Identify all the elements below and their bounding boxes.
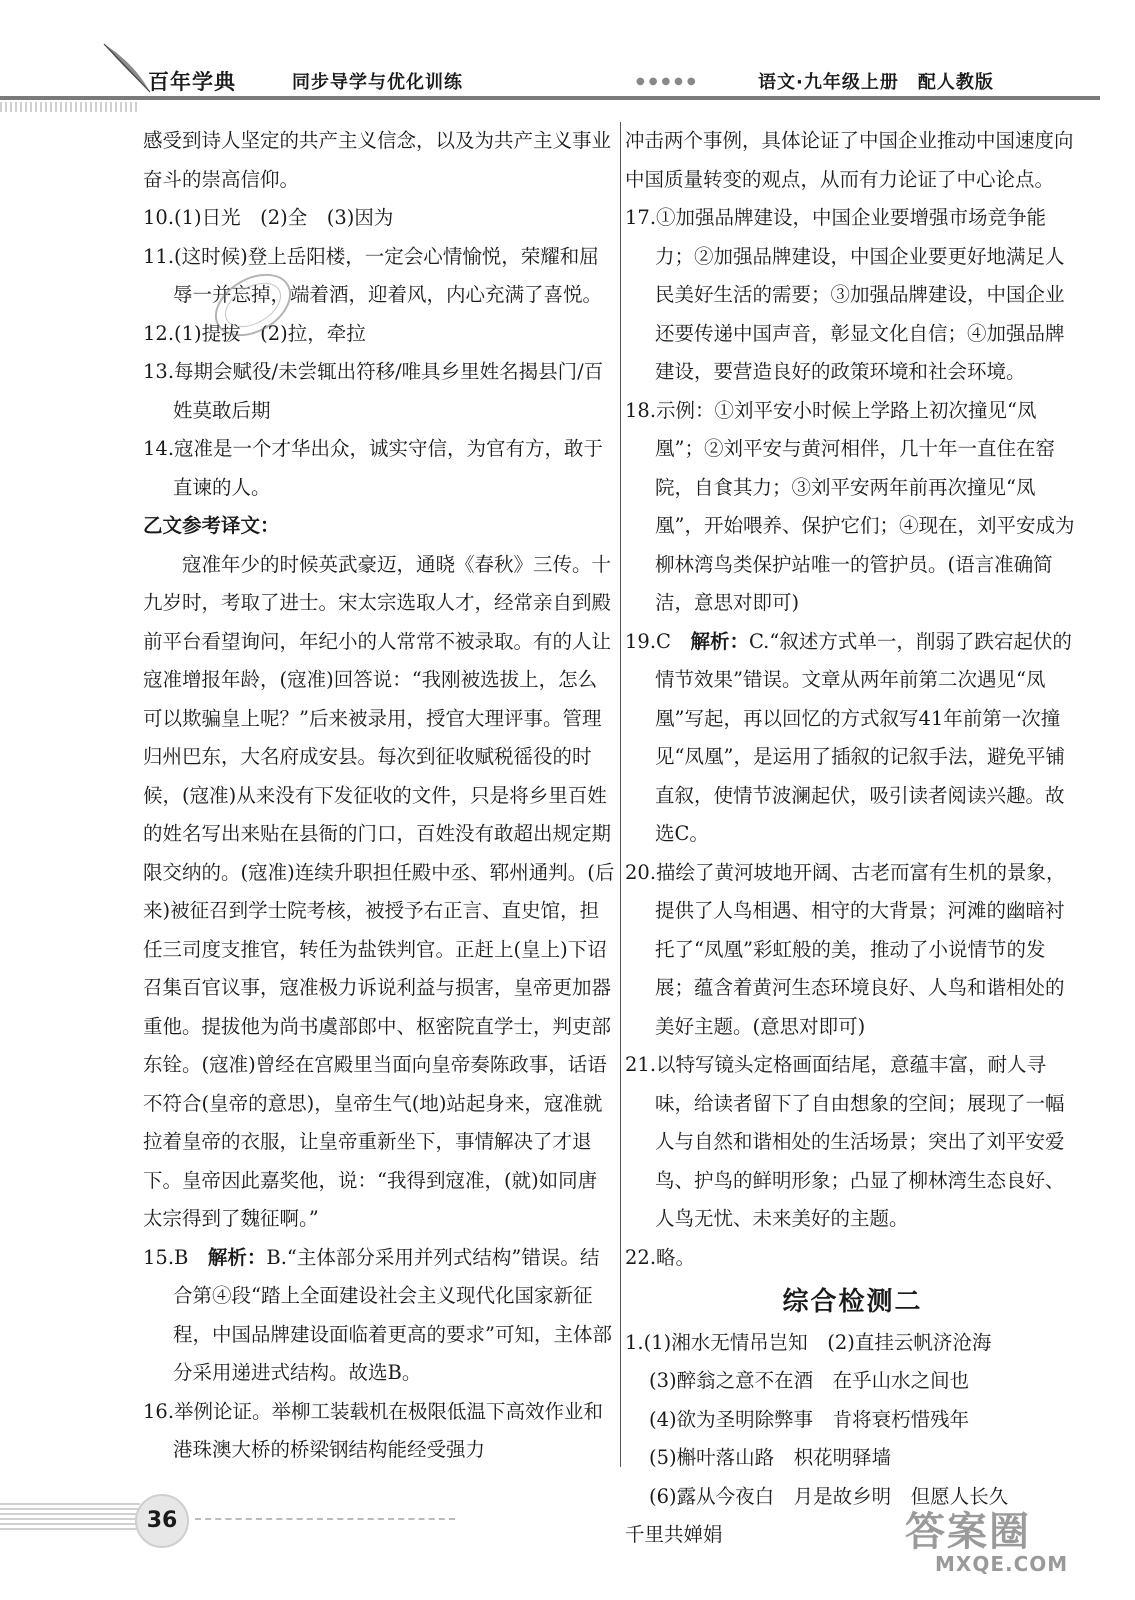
answer-item: 1.(1)湘水无情吊岂知 (2)直挂云帆济沧海 <box>625 1330 992 1354</box>
section-subhead: 乙文参考译文： <box>143 514 280 537</box>
footer-rule <box>195 1518 455 1520</box>
item-label: 19.C <box>625 629 691 653</box>
page-number: 36 <box>135 1494 189 1548</box>
analysis-text: C.“叙述方式单一，削弱了跌宕起伏的情节效果”错误。文章从两年前第二次遇见“凤凰”写起，再以回忆的方式叙写41年前第一次撞见“凤凰”，是运用了插叙的记叙手法，避免平铺直叙，使情节波澜起伏，吸引读者阅读兴趣。故选C。 <box>655 629 1072 845</box>
answer-item: 22.略。 <box>625 1245 696 1269</box>
footer-hatch <box>0 1500 140 1530</box>
analysis-keyword: 解析： <box>207 1245 267 1269</box>
header-rule <box>0 96 1100 100</box>
section-title: 综合检测二 <box>782 1287 923 1317</box>
right-column <box>625 122 1080 1555</box>
answer-item: 18.示例：①刘平安小时候上学路上初次撞见“凤凰”；②刘平安与黄河相伴，几十年一直住在窑院，自食其力；③刘平安两年前再次撞见“凤凰”，开始喂养、保护它们；④现在，刘平安成为柳林湾鸟类保护站唯一的管护员。(语言准确简洁，意思对即可) <box>625 398 1075 614</box>
header-dots: ●●●●● <box>636 76 700 87</box>
answer-item: 13.每期会赋役/未尝辄出符移/唯具乡里姓名揭县门/百姓莫敢后期 <box>143 360 604 422</box>
answer-item: 14.寇准是一个才华出众，诚实守信，为官有方，敢于直谏的人。 <box>143 437 604 499</box>
subject-label: 语文·九年级上册 配人教版 <box>758 72 994 93</box>
translation-paragraph: 寇准年少的时候英武豪迈，通晓《春秋》三传。十九岁时，考取了进士。宋太宗选取人才，经常亲自到殿前平台看望询问，年纪小的人常常不被录取。有的人让寇准增报年龄，(寇准)回答说：“我刚被选拔上，怎么可以欺骗皇上呢？”后来被录用，授官大理评事。管理归州巴东，大名府成安县。每次到征收赋税徭役的时候，(寇准)从来没有下发征收的文件，只是将乡里百姓的姓名写出来贴在县衙的门口，百姓没有敢超出规定期限交纳的。(寇准)连续升职担任殿中丞、郓州通判。(后来)被征召到学士院考核，被授予右正言、直史馆，担任三司度支推官，转任为盐铁判官。正赶上(皇上)下诏召集百官议事，寇准极力诉说利益与损害，皇帝更加器重他。提拔他为尚书虞部郎中、枢密院直学士，判吏部东铨。(寇准)曾经在宫殿里当面向皇帝奏陈政事，话语不符合(皇帝的意思)，皇帝生气(地)站起身来，寇准就拉着皇帝的衣服，让皇帝重新坐下，事情解决了才退下。皇帝因此嘉奖他，说：“我得到寇准，(就)如同唐太宗得到了魏征啊。” <box>143 552 615 1230</box>
answer-item: 11.(这时候)登上岳阳楼，一定会心情愉悦，荣耀和屈辱一并忘掉，端着酒，迎着风，内心充满了喜悦。 <box>143 244 603 306</box>
book-brand: 百年学典 <box>148 70 236 94</box>
answer-item: 17.①加强品牌建设，中国企业要增强市场竞争能力；②加强品牌建设，中国企业要更好地满足人民美好生活的需要；③加强品牌建设，中国企业还要传递中国声音，彰显文化自信；④加强品牌建设，要营造良好的政策环境和社会环境。 <box>625 206 1065 383</box>
book-series: 同步导学与优化训练 <box>292 72 463 93</box>
continued-text: 冲击两个事例，具体论证了中国企业推动中国速度向中国质量转变的观点，从而有力论证了中心论点。 <box>625 129 1074 191</box>
answer-item <box>625 623 1080 854</box>
header-hatch <box>0 102 140 112</box>
item-label: 15.B <box>143 1245 208 1269</box>
answer-item: 20.描绘了黄河坡地开阔、古老而富有生机的景象，提供了人鸟相遇、相守的大背景；河滩的幽暗衬托了“凤凰”彩虹般的美，推动了小说情节的发展；蕴含着黄河生态环境良好、人鸟和谐相处的美好主题。(意思对即可) <box>625 860 1066 1038</box>
poem-line: (5)槲叶落山路 枳花明驿墙 <box>649 1446 892 1469</box>
column-divider <box>620 122 621 1467</box>
analysis-keyword: 解析： <box>690 629 749 653</box>
site-watermark <box>905 1490 1095 1580</box>
watermark-url: MXQE.COM <box>935 1552 1069 1576</box>
answer-item: 12.(1)提拔 (2)拉，牵拉 <box>143 321 366 345</box>
poem-line: (3)醉翁之意不在酒 在乎山水之间也 <box>649 1369 970 1392</box>
continued-text: 感受到诗人坚定的共产主义信念，以及为共产主义事业奋斗的崇高信仰。 <box>143 129 612 191</box>
watermark-text: 答案圈 <box>905 1509 1031 1555</box>
poem-line: (6)露从今夜白 月是故乡明 但愿人长久 <box>649 1484 1009 1508</box>
answer-item: 21.以特写镜头定格画面结尾，意蕴丰富，耐人寻味，给读者留下了自由想象的空间；展现了一幅人与自然和谐相处的生活场景；突出了刘平安爱鸟、护鸟的鲜明形象；凸显了柳林湾生态良好、人鸟无忧、未来美好的主题。 <box>625 1053 1065 1230</box>
poem-line: (4)欲为圣明除弊事 肯将衰朽惜残年 <box>649 1407 970 1431</box>
answer-item: 10.(1)日光 (2)全 (3)因为 <box>143 206 394 229</box>
page-footer <box>0 1480 600 1550</box>
analysis-text: B.“主体部分采用并列式结构”错误。结合第④段“踏上全面建设社会主义现代化国家新征程，中国品牌建设面临着更高的要求”可知，主体部分采用递进式结构。故选B。 <box>173 1245 612 1384</box>
answer-item <box>143 1239 615 1393</box>
continued-text: 千里共婵娟 <box>625 1523 723 1546</box>
page-header <box>0 40 1135 110</box>
answer-item: 16.举例论证。举柳工装载机在极限低温下高效作业和港珠澳大桥的桥梁钢结构能经受强力 <box>143 1399 604 1461</box>
